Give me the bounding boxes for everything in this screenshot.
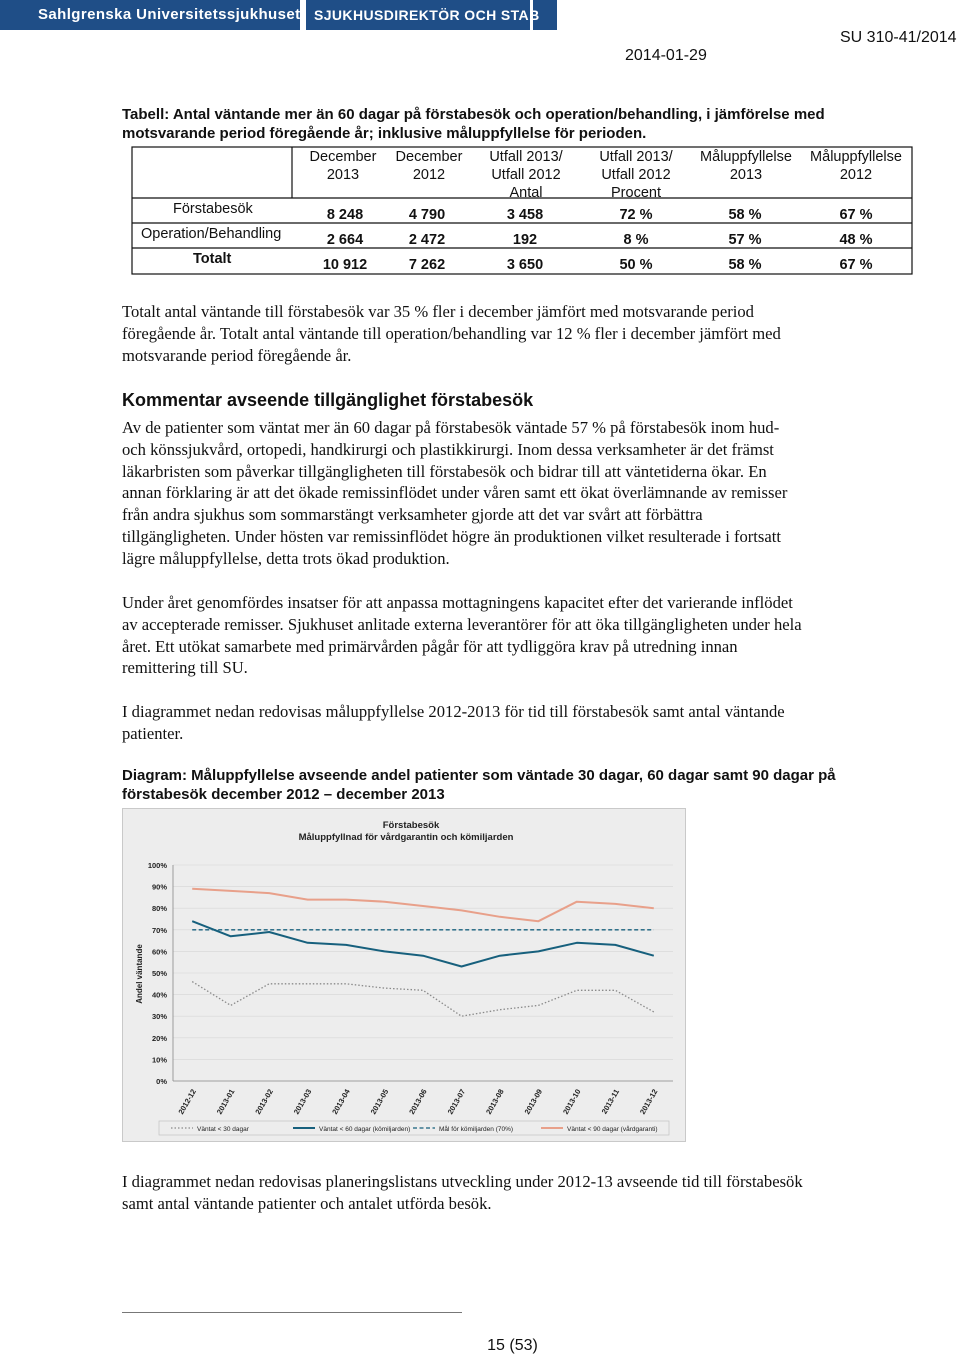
table-cell: 2 472 [408, 232, 446, 248]
table-grid [0, 0, 960, 290]
line-chart [123, 809, 685, 1141]
col-header-maluppfyllelse-2012: Måluppfyllelse 2012 [810, 149, 902, 183]
x-tick-label: 2013-06 [407, 1087, 429, 1116]
y-tick-label: 40% [151, 990, 167, 1000]
table-cell: 57 % [728, 232, 762, 248]
y-tick-label: 90% [151, 882, 167, 892]
legend-label: Mål för kömiljarden (70%) [439, 1126, 514, 1133]
table-cell: 58 % [728, 207, 762, 223]
y-tick-label: 80% [151, 904, 167, 914]
x-tick-label: 2013-10 [561, 1087, 583, 1116]
y-tick-label: 0% [156, 1077, 167, 1086]
row-label-forstabesok: Förstabesök [173, 201, 253, 217]
col-header-dec-2012: December 2012 [395, 149, 463, 183]
table-cell: 8 248 [326, 207, 364, 223]
diagram-caption-line-1: Diagram: Måluppfyllelse avseende andel patienter som väntade 30 dagar, 60 dagar samt 90 dagar på [122, 767, 836, 784]
chart-subtitle: Måluppfyllnad för vårdgarantin och kömiljarden [298, 832, 514, 843]
x-tick-label: 2013-02 [253, 1087, 275, 1116]
table-cell: 67 % [839, 257, 873, 273]
y-tick-label: 10% [151, 1055, 167, 1065]
col-header-maluppfyllelse-2013: Måluppfyllelse 2013 [700, 149, 792, 183]
document-date: 2014-01-29 [625, 47, 707, 64]
x-tick-label: 2013-01 [214, 1087, 237, 1116]
series-line [192, 982, 654, 1017]
org-name: Sahlgrenska Universitetssjukhuset [38, 6, 301, 23]
table-cell: 7 262 [408, 257, 446, 273]
y-tick-label: 20% [151, 1033, 167, 1043]
table-cell: 72 % [619, 207, 653, 223]
table-cell: 8 % [623, 232, 649, 248]
x-tick-label: 2013-11 [599, 1087, 622, 1116]
paragraph-commentary: Av de patienter som väntat mer än 60 dagar på förstabesök väntade 57 % på förstabesök inom hud- och könssjukvård, ortopedi, handkirurgi och plastikkirurgi. Inom dessa verksamheter är det främst läkarbristen som påverkar tillgängligheten till förstabesök och bidrar till att väntetiderna ökar. En annan förklaring är att det ökade remissinflödet under våren samt ett ökat överlämnande av remisser från andra sjukhus som sommarstängt verksamheter gjorde att det var svårt att förbättra tillgängligheten. Under hösten var remissinflödet högre än produktionen vilket resulterade i fortsatt lägre måluppfyllelse, detta trots ökad produktion. [122, 418, 788, 568]
table-cell: 48 % [839, 232, 873, 248]
legend-label: Väntat < 30 dagar [197, 1126, 249, 1133]
col-header-utfall-procent: Utfall 2013/ Utfall 2012 Procent [599, 149, 673, 201]
paragraph-diagram-intro: I diagrammet nedan redovisas måluppfyllelse 2012-2013 för tid till förstabesök samt antal väntande patienter. [122, 702, 785, 743]
table-cell: 50 % [619, 257, 653, 273]
x-tick-label: 2013-09 [522, 1087, 545, 1116]
x-tick-label: 2012-12 [176, 1087, 198, 1116]
col-header-utfall-antal: Utfall 2013/ Utfall 2012 Antal [489, 149, 563, 201]
table-cell: 10 912 [322, 257, 368, 273]
chart-panel [122, 808, 686, 1142]
paragraph-comparison: Totalt antal väntande till förstabesök var 35 % fler i december jämfört med motsvarande period föregående år. Totalt antal väntande till operation/behandling var 12 % fler i december jämfört med motsvarande period föregående år. [122, 302, 781, 365]
y-tick-label: 70% [151, 925, 167, 935]
chart-title: Förstabesök [382, 820, 440, 831]
x-tick-label: 2013-08 [484, 1087, 506, 1116]
col-header-dec-2013: December 2013 [309, 149, 377, 183]
series-line [192, 889, 654, 921]
x-tick-label: 2013-07 [445, 1087, 468, 1116]
y-tick-label: 50% [151, 969, 167, 978]
table-cell: 3 650 [506, 257, 544, 273]
table-caption-line-2: motsvarande period föregående år; inklusive måluppfyllelse för perioden. [122, 125, 647, 142]
paragraph-actions: Under året genomfördes insatser för att anpassa mottagningens kapacitet efter det varierande inflödet av accepterade remisser. Sjukhuset anlitade externa leverantörer för att öka tillgängligheten under hela året. Ett utökat samarbete med primärvården pågår för att tydliggöra krav på utredning innan remittering till SU. [122, 593, 802, 678]
series-line [192, 921, 654, 966]
dept-name: SJUKHUSDIREKTÖR OCH STAB [314, 7, 540, 23]
page-number: 15 (53) [487, 1337, 538, 1354]
table-cell: 4 790 [408, 207, 446, 223]
y-tick-label: 30% [151, 1012, 167, 1022]
legend-label: Väntat < 60 dagar (kömiljarden) [319, 1126, 411, 1133]
row-label-operation: Operation/Behandling [141, 226, 282, 242]
legend-label: Väntat < 90 dagar (vårdgaranti) [567, 1126, 658, 1133]
table-cell: 67 % [839, 207, 873, 223]
table-cell: 192 [512, 232, 538, 248]
x-tick-label: 2013-03 [291, 1087, 314, 1116]
y-axis-label: Andel väntande [135, 944, 144, 1004]
footer-rule [122, 1312, 462, 1313]
section-heading: Kommentar avseende tillgänglighet förstabesök [122, 390, 534, 410]
x-tick-label: 2013-12 [637, 1087, 660, 1116]
document-id: SU 310-41/2014 [840, 29, 957, 46]
row-label-totalt: Totalt [193, 251, 232, 267]
x-tick-label: 2013-05 [368, 1087, 391, 1116]
table-cell: 2 664 [326, 232, 364, 248]
table-caption-line-1: Tabell: Antal väntande mer än 60 dagar på förstabesök och operation/behandling, i jämförelse med [122, 106, 825, 123]
table-cell: 3 458 [506, 207, 544, 223]
y-tick-label: 60% [151, 947, 167, 957]
y-tick-label: 100% [147, 861, 167, 870]
x-tick-label: 2013-04 [330, 1087, 352, 1116]
table-cell: 58 % [728, 257, 762, 273]
paragraph-planning-intro: I diagrammet nedan redovisas planeringslistans utveckling under 2012-13 avseende tid till förstabesök samt antal väntande patienter och antalet utförda besök. [122, 1172, 803, 1213]
diagram-caption-line-2: förstabesök december 2012 – december 2013 [122, 786, 445, 803]
